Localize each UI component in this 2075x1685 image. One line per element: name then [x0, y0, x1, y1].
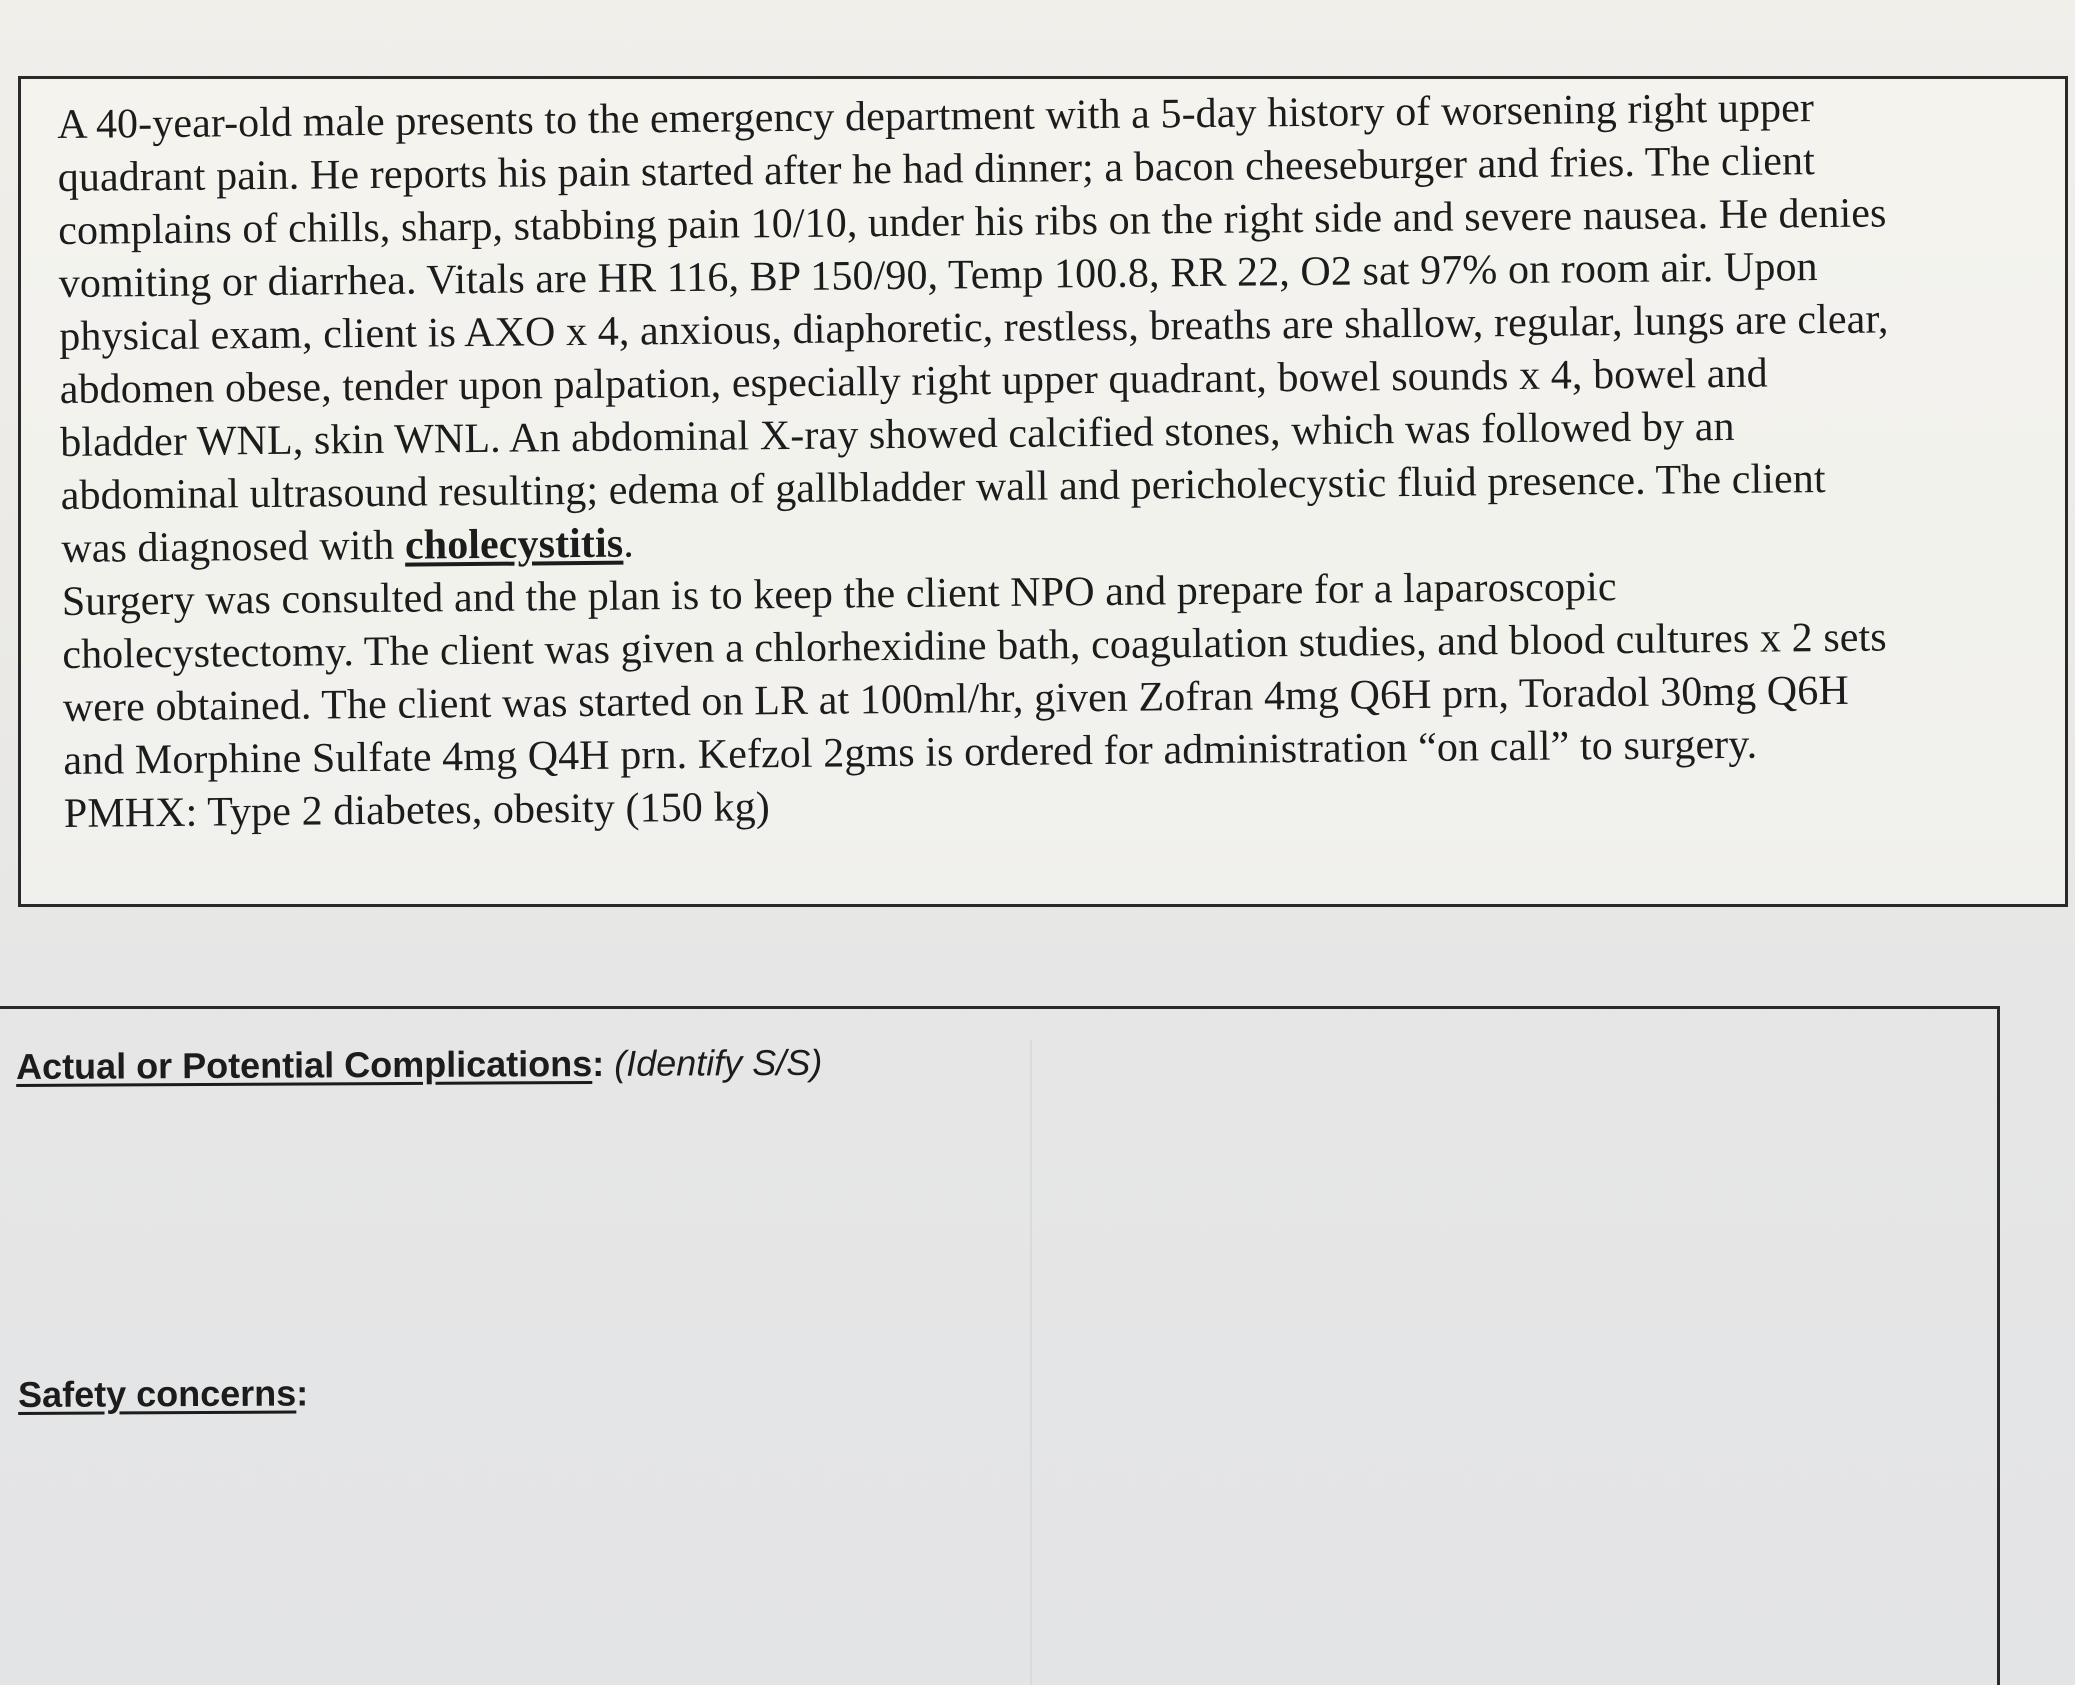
case-line: A 40-year-old male presents to the emergency department with a 5-day history of worsening right upper — [57, 85, 1815, 148]
complications-colon: : — [592, 1042, 605, 1084]
complications-heading: Actual or Potential Complications — [16, 1042, 593, 1087]
case-line: abdominal ultrasound resulting; edema of gallbladder wall and pericholecystic fluid presence. The client — [60, 456, 1826, 519]
case-line: vomiting or diarrhea. Vitals are HR 116, BP 150/90, Temp 100.8, RR 22, O2 sat 97% on room air. Upon — [58, 244, 1818, 307]
plan-line: Surgery was consulted and the plan is to keep the client NPO and prepare for a laparoscopic — [61, 564, 1617, 625]
case-line: complains of chills, sharp, stabbing pain 10/10, under his ribs on the right side and severe nausea. He denies — [58, 190, 1887, 254]
case-line: quadrant pain. He reports his pain started after he had dinner; a bacon cheeseburger and fries. The client — [57, 138, 1816, 201]
case-line: abdomen obese, tender upon palpation, especially right upper quadrant, bowel sounds x 4, bowel and — [59, 350, 1768, 413]
case-line: physical exam, client is AXO x 4, anxious, diaphoretic, restless, breaths are shallow, regular, lungs are clear, — [59, 296, 1889, 360]
case-line: bladder WNL, skin WNL. An abdominal X-ray showed calcified stones, which was followed by an — [60, 403, 1735, 466]
plan-line: were obtained. The client was started on LR at 100ml/hr, given Zofran 4mg Q6H prn, Toradol 30mg Q6H — [62, 667, 1849, 731]
column-divider — [1030, 1040, 1032, 1685]
complications-label — [16, 1042, 822, 1088]
plan-line: and Morphine Sulfate 4mg Q4H prn. Kefzol 2gms is ordered for administration “on call” to surgery. — [63, 721, 1758, 784]
plan-line: cholecystectomy. The client was given a chlorhexidine bath, coagulation studies, and blood cultures x 2 sets — [62, 614, 1887, 678]
diagnosis-term: cholecystitis — [404, 520, 624, 569]
safety-colon: : — [296, 1372, 309, 1414]
case-study-text — [57, 80, 2074, 841]
case-study-box — [18, 76, 2068, 907]
pmhx-line: PMHX: Type 2 diabetes, obesity (150 kg) — [63, 784, 771, 837]
diagnosis-prefix: was diagnosed with — [61, 522, 406, 572]
complications-hint: (Identify S/S) — [614, 1041, 823, 1084]
safety-label — [18, 1372, 308, 1416]
safety-heading: Safety concerns — [18, 1372, 297, 1415]
worksheet-box — [0, 1006, 2000, 1685]
diagnosis-suffix: . — [623, 520, 635, 567]
